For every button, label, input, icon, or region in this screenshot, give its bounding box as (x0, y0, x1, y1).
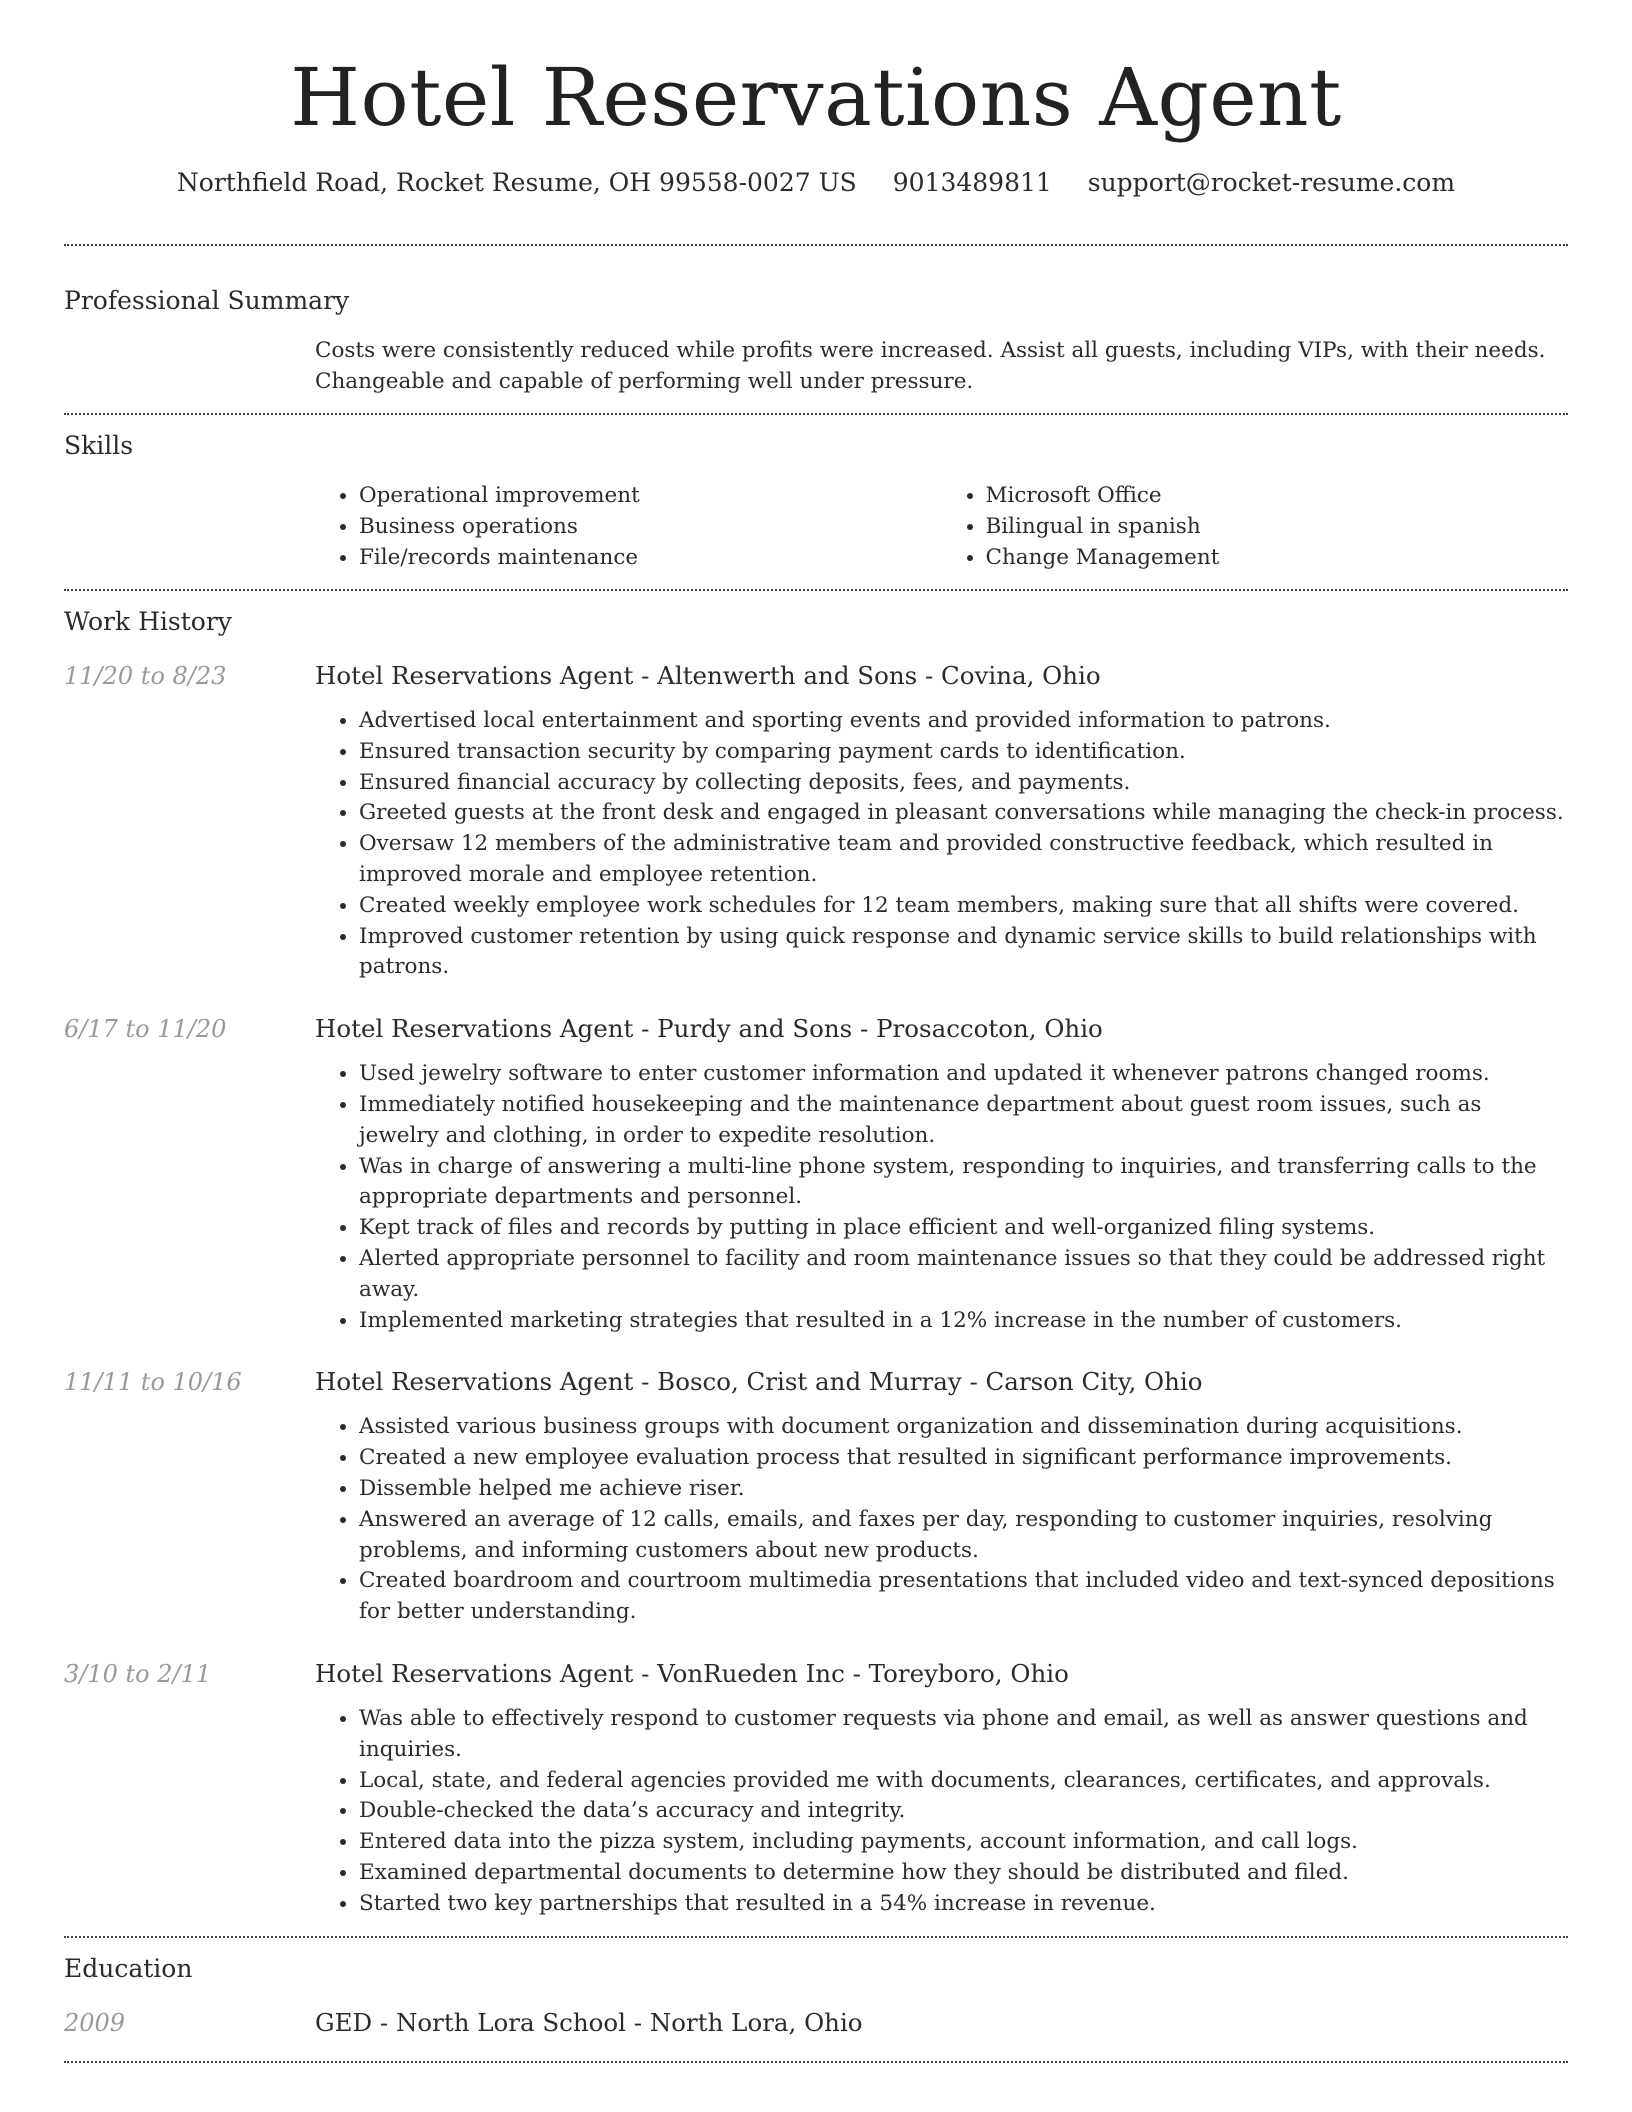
skill-item: • Business operations (359, 511, 942, 542)
skills-column-right (942, 480, 1569, 573)
job-bullet: • Started two key partnerships that resulted in a 54% increase in revenue. (359, 1889, 1568, 1920)
job-title: Hotel Reservations Agent - Bosco, Crist and Murray - Carson City, Ohio (315, 1367, 1203, 1397)
job-bullet: • Was able to effectively respond to customer requests via phone and email, as well as answer questions and inquiries. (359, 1704, 1568, 1766)
job-dates: 6/17 to 11/20 (64, 1015, 227, 1044)
contact-line (64, 168, 1568, 197)
job-bullet: • Examined departmental documents to determine how they should be distributed and filed. (359, 1858, 1568, 1889)
job-dates: 3/10 to 2/11 (64, 1659, 212, 1688)
job-bullet: • Used jewelry software to enter customer information and updated it whenever patrons changed rooms. (359, 1059, 1568, 1090)
skill-item: • Operational improvement (359, 480, 942, 511)
divider (64, 1936, 1568, 1938)
skill-item: • Microsoft Office (986, 480, 1569, 511)
contact-phone: 9013489811 (892, 168, 1052, 197)
job-bullet: • Double-checked the data’s accuracy and integrity. (359, 1796, 1568, 1827)
education-section (64, 1954, 1568, 2039)
job-bullet: • Oversaw 12 members of the administrative team and provided constructive feedback, which resulted in improved morale and employee retention. (359, 829, 1568, 891)
skills-column-left (315, 480, 942, 573)
job-entry (64, 660, 1568, 983)
job-bullet: • Created boardroom and courtroom multimedia presentations that included video and text-synced depositions for better understanding. (359, 1566, 1568, 1628)
job-bullet: • Local, state, and federal agencies provided me with documents, clearances, certificates, and approvals. (359, 1766, 1568, 1797)
job-bullet: • Entered data into the pizza system, including payments, account information, and call logs. (359, 1827, 1568, 1858)
job-bullet: • Created weekly employee work schedules for 12 team members, making sure that all shifts were covered. (359, 891, 1568, 922)
job-bullet: • Advertised local entertainment and sporting events and provided information to patrons. (359, 706, 1568, 737)
summary-section (64, 286, 1568, 397)
divider (64, 589, 1568, 591)
job-bullets (315, 1704, 1568, 1920)
job-bullet: • Implemented marketing strategies that resulted in a 12% increase in the number of customers. (359, 1306, 1568, 1337)
job-title: Hotel Reservations Agent - Purdy and Sons - Prosaccoton, Ohio (315, 1014, 1103, 1044)
job-details (315, 1013, 1568, 1336)
job-bullets (315, 1059, 1568, 1336)
job-details (315, 660, 1568, 983)
skills-section (64, 431, 1568, 573)
job-bullet: • Ensured financial accuracy by collecting deposits, fees, and payments. (359, 768, 1568, 799)
education-title-line: GED - North Lora School - North Lora, Ohio (315, 2007, 863, 2037)
divider (64, 244, 1568, 246)
summary-title: Professional Summary (64, 286, 350, 315)
job-bullet: • Was in charge of answering a multi-line phone system, responding to inquiries, and transferring calls to the appropriate departments and personnel. (359, 1152, 1568, 1214)
job-entry (64, 1366, 1568, 1628)
job-bullet: • Kept track of files and records by putting in place efficient and well-organized filing systems. (359, 1213, 1568, 1244)
job-bullets (315, 706, 1568, 983)
job-bullet: • Created a new employee evaluation process that resulted in significant performance improvements. (359, 1443, 1568, 1474)
job-entry (64, 1013, 1568, 1336)
summary-text: Costs were consistently reduced while profits were increased. Assist all guests, including VIPs, with their needs. Changeable and capable of performing well under pressure. (315, 338, 1546, 394)
job-details (315, 1658, 1568, 1920)
job-dates: 11/11 to 10/16 (64, 1368, 242, 1397)
job-bullet: • Immediately notified housekeeping and the maintenance department about guest room issues, such as jewelry and clothing, in order to expedite resolution. (359, 1090, 1568, 1152)
job-bullet: • Greeted guests at the front desk and engaged in pleasant conversations while managing the check-in process. (359, 798, 1568, 829)
education-entry (64, 2007, 1568, 2039)
job-bullet: • Alerted appropriate personnel to facility and room maintenance issues so that they could be addressed right away. (359, 1244, 1568, 1306)
job-title: Hotel Reservations Agent - Altenwerth and Sons - Covina, Ohio (315, 661, 1101, 690)
contact-email: support@rocket-resume.com (1087, 168, 1456, 197)
job-dates: 11/20 to 8/23 (64, 662, 227, 690)
education-title: Education (64, 1953, 193, 1983)
candidate-name: Hotel Reservations Agent (290, 51, 1342, 144)
education-dates: 2009 (64, 2008, 126, 2037)
resume-page (64, 0, 1568, 2063)
job-bullet: • Improved customer retention by using quick response and dynamic service skills to build relationships with patrons. (359, 922, 1568, 984)
job-bullet: • Ensured transaction security by comparing payment cards to identification. (359, 737, 1568, 768)
job-bullets (315, 1412, 1568, 1628)
skill-item: • Bilingual in spanish (986, 511, 1569, 542)
job-entry (64, 1658, 1568, 1920)
job-title: Hotel Reservations Agent - VonRueden Inc - Toreyboro, Ohio (315, 1658, 1069, 1688)
skills-list (315, 480, 1568, 573)
work-section (64, 607, 1568, 1920)
education-details (315, 2007, 1568, 2039)
job-details (315, 1366, 1568, 1628)
job-bullet: • Answered an average of 12 calls, emails, and faxes per day, responding to customer inquiries, resolving problems, and informing customers about new products. (359, 1505, 1568, 1567)
job-bullet: • Dissemble helped me achieve riser. (359, 1474, 1568, 1505)
skill-item: • Change Management (986, 542, 1569, 573)
skills-title: Skills (64, 431, 134, 460)
divider (64, 413, 1568, 415)
work-title: Work History (64, 607, 232, 636)
job-bullet: • Assisted various business groups with document organization and dissemination during acquisitions. (359, 1412, 1568, 1443)
contact-address: Northfield Road, Rocket Resume, OH 99558-0027 US (176, 168, 857, 197)
skill-item: • File/records maintenance (359, 542, 942, 573)
divider (64, 2061, 1568, 2063)
